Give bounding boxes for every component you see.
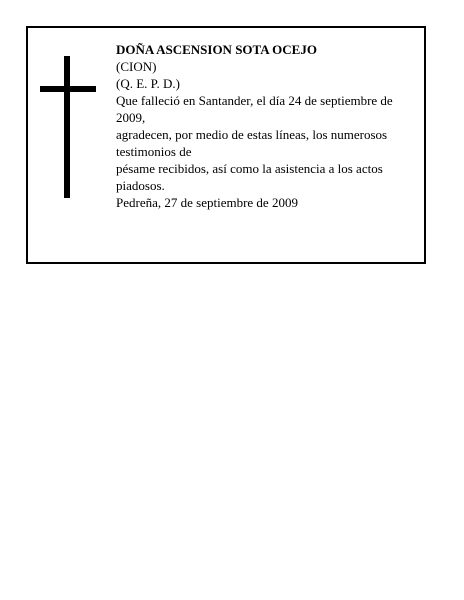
rest-in-peace: (Q. E. P. D.): [116, 76, 180, 91]
thanks-line-2: pésame recibidos, así como la asistencia a los actos piadosos.: [116, 161, 383, 193]
notice-text: [116, 41, 416, 211]
cross-icon: [40, 56, 96, 198]
obituary-notice: [26, 26, 426, 264]
thanks-line-1: agradecen, por medio de estas líneas, los numerosos testimonios de: [116, 127, 388, 159]
cross-horizontal-bar: [40, 86, 96, 92]
death-statement: Que falleció en Santander, el día 24 de septiembre de 2009,: [116, 93, 393, 125]
deceased-name: DOÑA ASCENSION SOTA OCEJO: [116, 42, 317, 57]
deceased-nickname: (CION): [116, 59, 157, 74]
place-and-date: Pedreña, 27 de septiembre de 2009: [116, 195, 298, 210]
cross-vertical-bar: [64, 56, 70, 198]
